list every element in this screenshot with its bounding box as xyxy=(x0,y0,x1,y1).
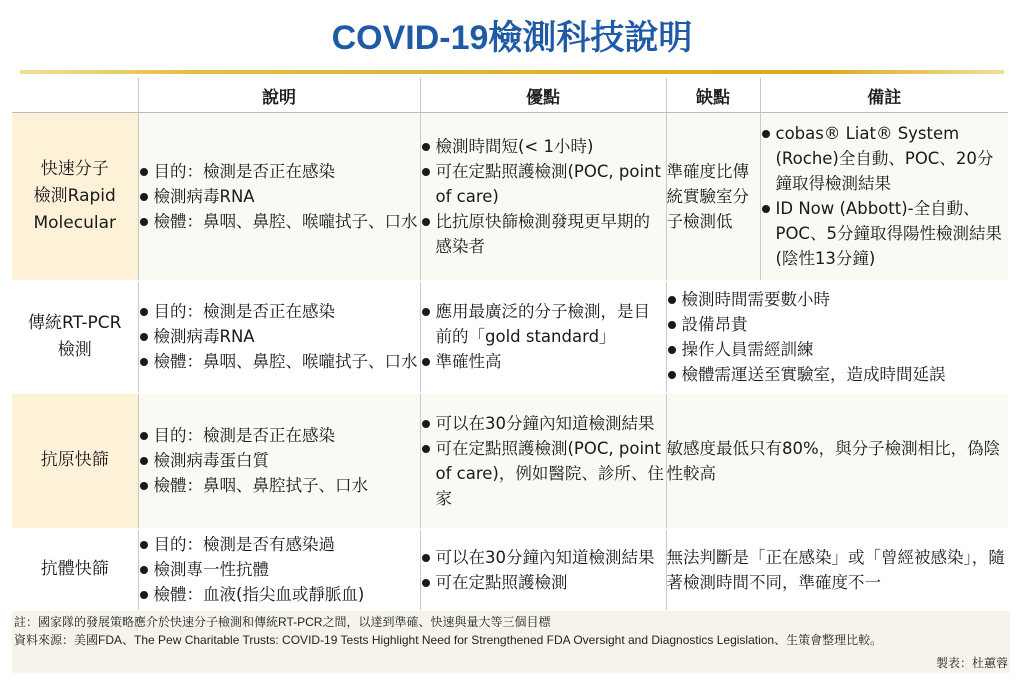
list-item: 檢測時間需要數小時 xyxy=(667,287,1009,312)
list-item: 可以在30分鐘內知道檢測結果 xyxy=(421,411,666,436)
table-row xyxy=(12,281,1008,393)
description-cell xyxy=(138,393,420,529)
title-underline xyxy=(20,70,1004,74)
row-label: 抗體快篩 xyxy=(12,529,138,611)
cons-notes-cell: 敏感度最低只有80%，與分子檢測相比，偽陰性較高 xyxy=(666,393,1008,529)
pros-cell xyxy=(420,393,666,529)
list-item: 目的：檢測是否有感染過 xyxy=(139,532,420,557)
list-item: 目的：檢測是否正在感染 xyxy=(139,423,420,448)
table-row xyxy=(12,113,1008,281)
list-item: 可在定點照護檢測(POC, point of care)，例如醫院、診所、住家 xyxy=(421,436,666,511)
row-label: 傳統RT-PCR 檢測 xyxy=(12,281,138,393)
list-item: 檢測病毒RNA xyxy=(139,324,420,349)
list-item: 目的：檢測是否正在感染 xyxy=(139,159,420,184)
list-item: 檢測時間短(< 1小時) xyxy=(421,134,666,159)
description-cell xyxy=(138,529,420,611)
description-cell xyxy=(138,113,420,281)
header-pros: 優點 xyxy=(420,78,666,113)
list-item: 準確性高 xyxy=(421,349,666,374)
list-item: 檢測專一性抗體 xyxy=(139,557,420,582)
list-item: 檢體需運送至實驗室，造成時間延誤 xyxy=(667,362,1009,387)
list-item: ID Now (Abbott)-全自動、POC、5分鐘取得陽性檢測結果(陰性13分鐘) xyxy=(761,196,1009,271)
pros-cell xyxy=(420,529,666,611)
row-label: 快速分子 檢測Rapid Molecular xyxy=(12,113,138,281)
header-cons: 缺點 xyxy=(666,78,760,113)
list-item: cobas® Liat® System (Roche)全自動、POC、20分鐘取得檢測結果 xyxy=(761,121,1009,196)
footnote: 註：國家隊的發展策略應介於快速分子檢測和傳統RT-PCR之間，以達到準確、快速與量大等三個目標 xyxy=(14,615,551,629)
table-row xyxy=(12,529,1008,611)
header-notes: 備註 xyxy=(760,78,1008,113)
list-item: 操作人員需經訓練 xyxy=(667,337,1009,362)
list-item: 檢體：鼻咽、鼻腔、喉嚨拭子、口水 xyxy=(139,209,420,234)
cons-cell: 準確度比傳統實驗室分子檢測低 xyxy=(666,113,760,281)
source-note: 資料來源：美國FDA、The Pew Charitable Trusts: COVID-19 Tests Highlight Need for Strengthened FDA Oversight and Diagnostics Legislation、生策會整理比較。 xyxy=(14,633,883,647)
byline: 製表：杜蕙蓉 xyxy=(935,656,1008,670)
cons-notes-cell: 無法判斷是「正在感染」或「曾經被感染」，隨著檢測時間不同，準確度不一 xyxy=(666,529,1008,611)
list-item: 檢體：血液(指尖血或靜脈血) xyxy=(139,582,420,607)
pros-cell xyxy=(420,281,666,393)
notes-cell xyxy=(760,113,1008,281)
header-row xyxy=(12,78,1008,113)
list-item: 可以在30分鐘內知道檢測結果 xyxy=(421,545,666,570)
list-item: 檢測病毒蛋白質 xyxy=(139,448,420,473)
table-row xyxy=(12,393,1008,529)
cons-notes-cell xyxy=(666,281,1008,393)
list-item: 檢體：鼻咽、鼻腔、喉嚨拭子、口水 xyxy=(139,349,420,374)
row-label: 抗原快篩 xyxy=(12,393,138,529)
description-cell xyxy=(138,281,420,393)
list-item: 可在定點照護檢測 xyxy=(421,570,666,595)
list-item: 比抗原快篩檢測發現更早期的感染者 xyxy=(421,209,666,259)
list-item: 檢測病毒RNA xyxy=(139,184,420,209)
header-description: 說明 xyxy=(138,78,420,113)
list-item: 檢體：鼻咽、鼻腔拭子、口水 xyxy=(139,473,420,498)
list-item: 可在定點照護檢測(POC, point of care) xyxy=(421,159,666,209)
page-title: COVID-19檢測科技說明 xyxy=(331,19,693,57)
list-item: 應用最廣泛的分子檢測，是目前的「gold standard」 xyxy=(421,299,666,349)
comparison-table xyxy=(12,78,1008,612)
list-item: 目的：檢測是否正在感染 xyxy=(139,299,420,324)
header-blank xyxy=(12,78,138,113)
list-item: 設備昂貴 xyxy=(667,312,1009,337)
pros-cell xyxy=(420,113,666,281)
